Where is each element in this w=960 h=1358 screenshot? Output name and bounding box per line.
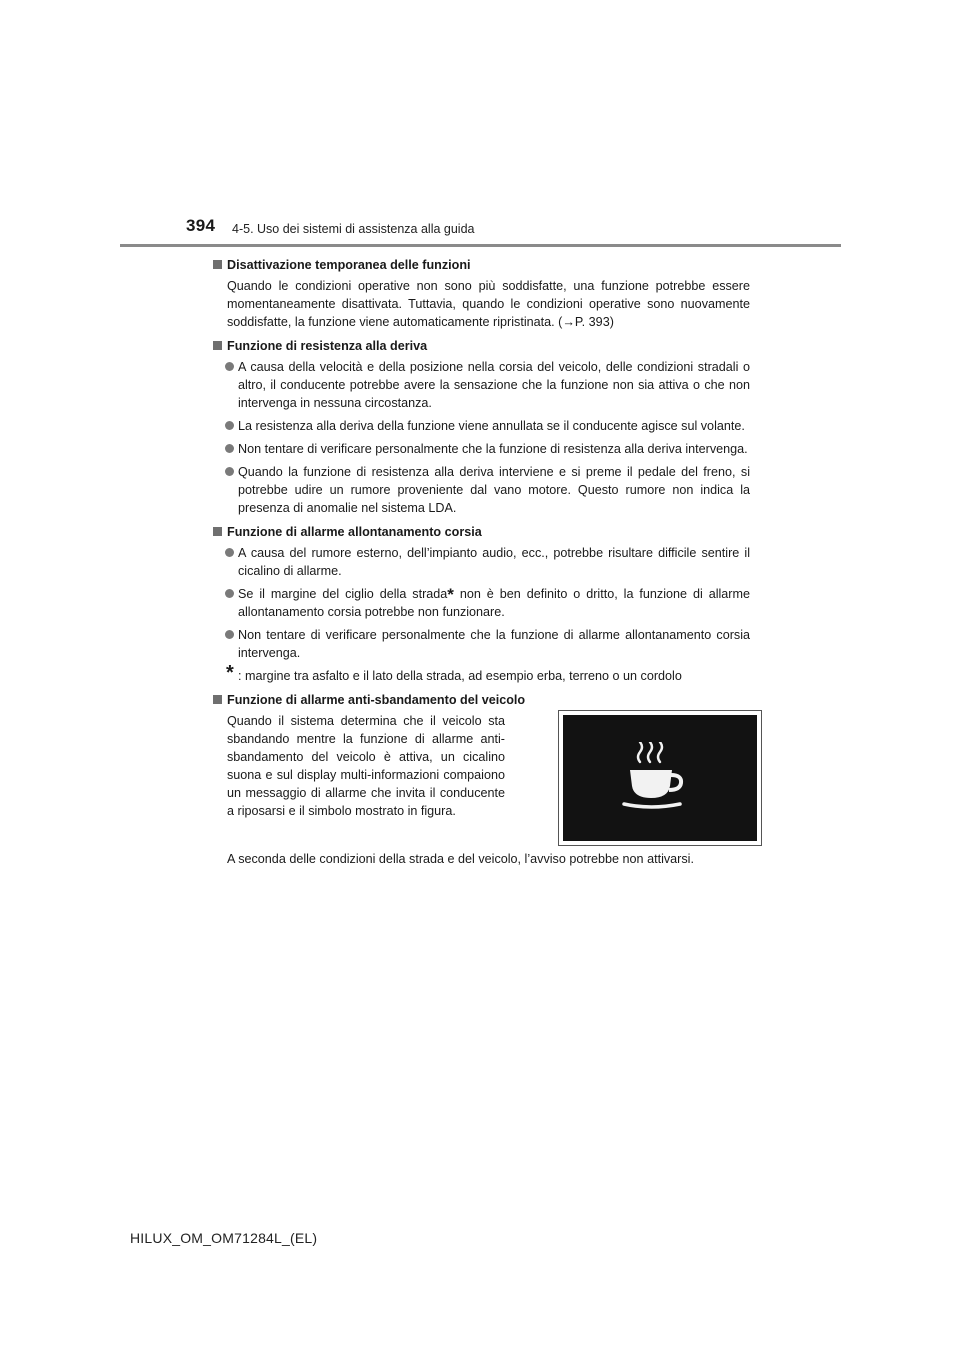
page-number: 394 [186,216,216,235]
multi-information-display [563,715,757,841]
page-content [212,256,750,874]
section-heading [212,256,750,274]
square-bullet-icon [213,341,222,350]
footnote [212,662,750,685]
list-item-text-continuation: allontanamento corsia potrebbe non funzionare. [238,605,505,619]
list-item-text-end: non è ben definito o dritto, la funzione di allarme [453,587,750,601]
list-item-text: La resistenza alla deriva della funzione viene annullata se il conducente agisce sul volante. [238,419,745,433]
round-bullet-icon [225,362,234,371]
footnote-marker: * [226,662,234,684]
section-vehicle-sway-warning [212,691,750,868]
list-item [212,358,750,412]
list-item [212,417,750,435]
section-heading [212,337,750,355]
section-temporary-deactivation [212,256,750,331]
figure-row [212,712,750,846]
list-item [212,463,750,517]
document-code: HILUX_OM_OM71284L_(EL) [130,1230,318,1246]
square-bullet-icon [213,695,222,704]
round-bullet-icon [225,589,234,598]
list-item-text: A causa della velocità e della posizione nella corsia del veicolo, delle condizioni stradali o altro, il conducente potrebbe avere la sensazione che la funzione non sia attiva o che non intervenga in nessuna circostanza. [238,360,750,410]
list-item-text: A causa del rumore esterno, dell’impianto audio, ecc., potrebbe risultare difficile sentire il cicalino di allarme. [238,546,750,578]
section-heading [212,523,750,541]
bullet-list [212,358,750,517]
square-bullet-icon [213,527,222,536]
coffee-cup-icon [620,742,700,814]
bullet-list [212,544,750,662]
section-heading-text: Disattivazione temporanea delle funzioni [227,258,471,272]
list-item-text-start: Se il margine del ciglio della strada [238,587,448,601]
section-heading-text: Funzione di allarme allontanamento corsia [227,525,482,539]
section-lane-departure-alert [212,523,750,685]
round-bullet-icon [225,467,234,476]
section-paragraph: Quando il sistema determina che il veicolo sta sbandando mentre la funzione di allarme anti-sbandamento del veicolo è attiva, un cicalino suona e sul display multi-informazioni compaiono un messaggio di allarme che invita il conducente a riposarsi e il simbolo mostrato in figura. [227,714,505,818]
round-bullet-icon [225,444,234,453]
section-heading [212,691,750,709]
list-item-text: Non tentare di verificare personalmente che la funzione di resistenza alla deriva intervenga. [238,442,748,456]
section-paragraph: A seconda delle condizioni della strada e del veicolo, l’avviso potrebbe non attivarsi. [227,852,694,866]
round-bullet-icon [225,421,234,430]
list-item [212,585,750,621]
section-heading-text: Funzione di allarme anti-sbandamento del veicolo [227,693,526,707]
round-bullet-icon [225,630,234,639]
display-illustration [558,710,762,846]
round-bullet-icon [225,548,234,557]
list-item-text: Quando la funzione di resistenza alla deriva interviene e si preme il pedale del freno, si potrebbe udire un rumore proveniente dal vano motore. Questo rumore non indica la presenza di anomalie nel sistema LDA. [238,465,750,515]
section-heading-text: Funzione di resistenza alla deriva [227,339,428,353]
header-divider [120,244,841,247]
footnote-marker: * [447,585,454,604]
section-drift-resistance [212,337,750,517]
footnote-text: : margine tra asfalto e il lato della strada, ad esempio erba, terreno o un cordolo [238,669,682,683]
chapter-title: 4-5. Uso dei sistemi di assistenza alla guida [232,222,475,236]
square-bullet-icon [213,260,222,269]
list-item [212,544,750,580]
list-item [212,440,750,458]
section-paragraph: Quando le condizioni operative non sono più soddisfatte, una funzione potrebbe essere momentaneamente disattivata. Tuttavia, quando le condizioni operative sono nuovamente soddisfatte, la funzione viene automaticamente ripristinata. (→P. 393) [227,279,750,329]
list-item [212,626,750,662]
list-item-text: Non tentare di verificare personalmente che la funzione di allarme allontanamento corsia intervenga. [238,628,750,660]
